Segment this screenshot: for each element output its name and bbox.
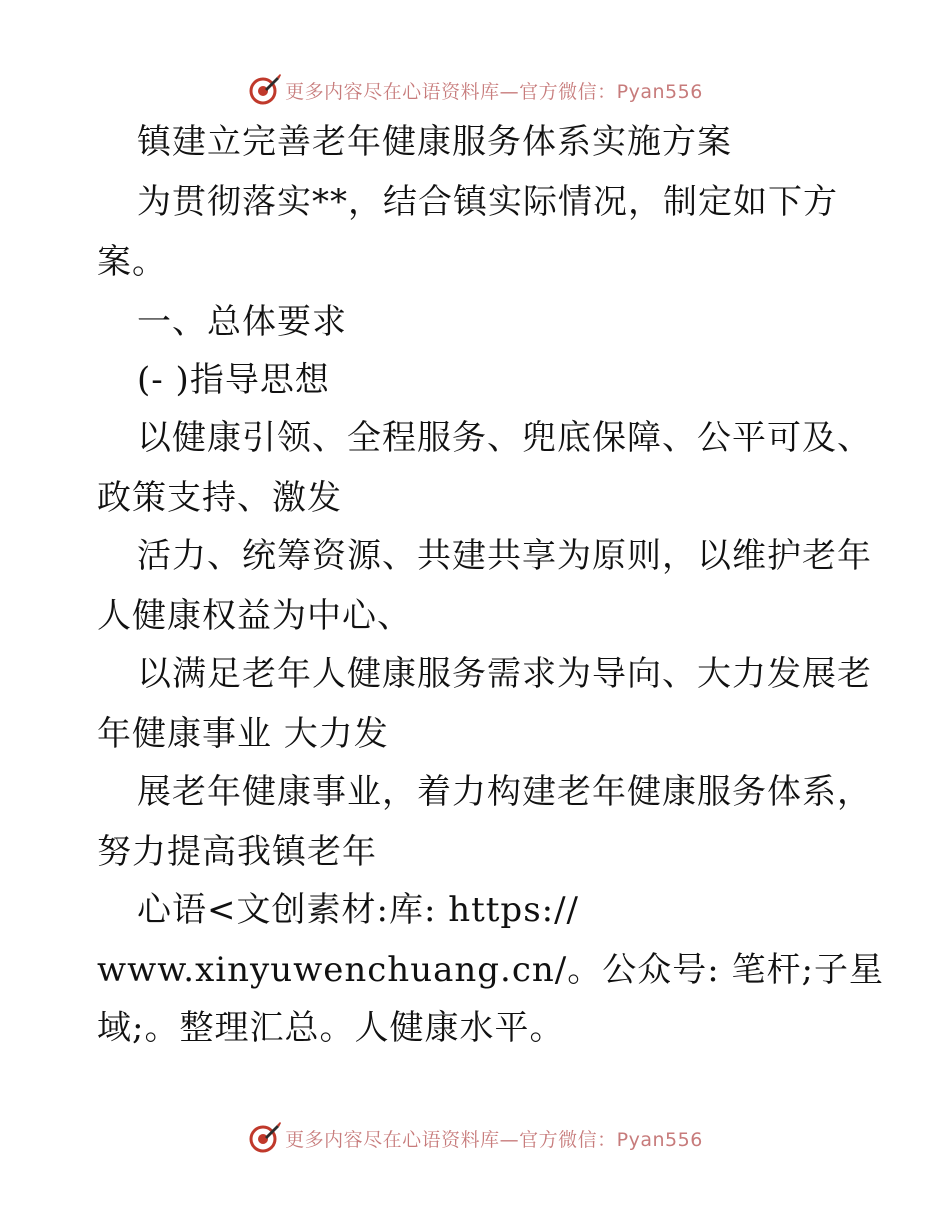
watermark-text: 更多内容尽在心语资料库—官方微信：Pyan556 <box>285 1128 703 1151</box>
section-heading: 一、总体要求 <box>137 302 347 342</box>
pen-logo-icon <box>247 1121 281 1155</box>
paragraph-line: 活力、统筹资源、共建共享为原则，以维护老年 <box>137 536 872 576</box>
watermark-header <box>0 70 950 110</box>
paragraph-line: 展老年健康事业，着力构建老年健康服务体系， <box>137 772 872 812</box>
paragraph-line: 为贯彻落实**，结合镇实际情况，制定如下方 <box>137 182 838 222</box>
paragraph-line: 政策支持、激发 <box>97 478 342 518</box>
paragraph-line: 案。 <box>97 242 167 282</box>
paragraph-line: 以满足老年人健康服务需求为导向、大力发展老 <box>137 654 872 694</box>
pen-logo-icon <box>247 73 281 107</box>
paragraph-line: www.xinyuwenchuang.cn/。公众号: 笔杆;子星 <box>97 950 884 990</box>
paragraph-line: 年健康事业 大力发 <box>97 714 389 754</box>
paragraph-line: 以健康引领、全程服务、兜底保障、公平可及、 <box>137 418 872 458</box>
watermark-text: 更多内容尽在心语资料库—官方微信：Pyan556 <box>285 80 703 103</box>
paragraph-line: 努力提高我镇老年 <box>97 832 377 872</box>
document-title: 镇建立完善老年健康服务体系实施方案 <box>137 122 732 162</box>
paragraph-line: 心语<文创素材:库: https:// <box>137 890 580 930</box>
watermark-footer <box>0 1118 950 1158</box>
paragraph-line: 人健康权益为中心、 <box>97 596 412 636</box>
subsection-heading: (- )指导思想 <box>137 360 330 400</box>
paragraph-line: 域;。整理汇总。人健康水平。 <box>97 1008 565 1048</box>
